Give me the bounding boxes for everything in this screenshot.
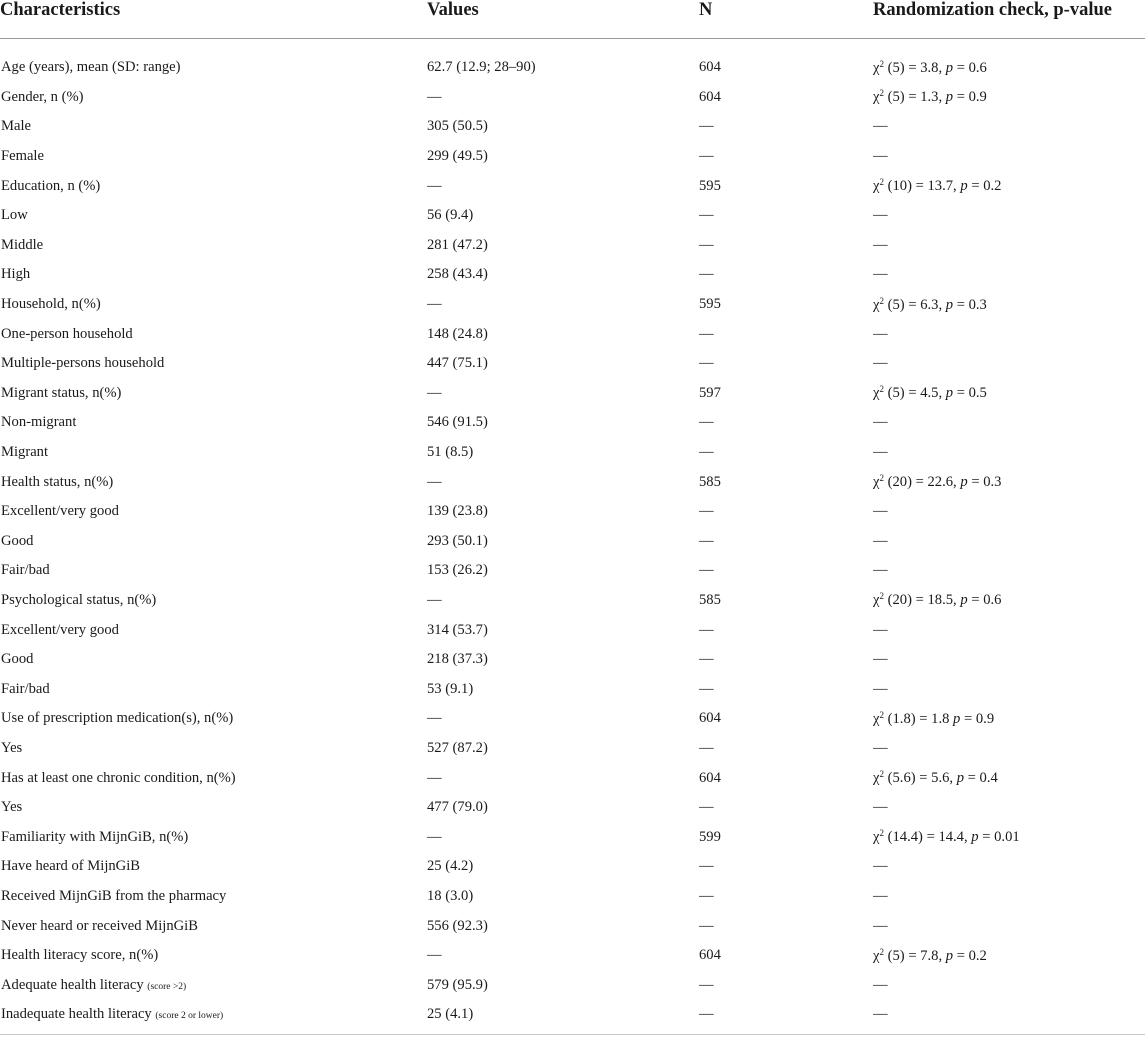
p-value: = 0.4 bbox=[967, 770, 998, 787]
cell-n: 585 bbox=[699, 473, 721, 490]
cell-randomization-check: — bbox=[873, 325, 888, 342]
cell-characteristic bbox=[0, 586, 427, 616]
table-body bbox=[0, 39, 1145, 1030]
table-row bbox=[0, 142, 1145, 172]
chi-symbol: χ bbox=[873, 947, 880, 964]
chi-superscript: 2 bbox=[879, 828, 884, 839]
cell-characteristic bbox=[0, 319, 427, 349]
cell-value: 305 (50.5) bbox=[427, 118, 488, 135]
cell-n: — bbox=[699, 118, 714, 135]
chi-statistic: = 1.8 bbox=[919, 710, 950, 727]
table-row bbox=[0, 201, 1145, 231]
cell-characteristic bbox=[0, 142, 427, 172]
chi-symbol: χ bbox=[873, 296, 880, 313]
cell-n: — bbox=[699, 739, 714, 756]
characteristic-label: Excellent/very good bbox=[1, 503, 119, 520]
cell-n: — bbox=[699, 799, 714, 816]
chi-statistic: = 14.4, bbox=[926, 829, 968, 846]
cell-n: — bbox=[699, 266, 714, 283]
cell-value: 53 (9.1) bbox=[427, 680, 474, 697]
characteristic-label: Female bbox=[1, 148, 44, 165]
chi-statistic: = 13.7, bbox=[915, 178, 957, 195]
cell-randomization-check: — bbox=[873, 355, 888, 372]
table-row bbox=[0, 645, 1145, 675]
cell-randomization-check bbox=[873, 586, 1145, 616]
p-symbol: p bbox=[956, 770, 964, 787]
characteristic-label: Education, n (%) bbox=[1, 177, 101, 194]
chi-statistic: = 6.3, bbox=[908, 296, 943, 313]
table-row bbox=[0, 497, 1145, 527]
characteristic-note: (score 2 or lower) bbox=[155, 1011, 224, 1022]
p-symbol: p bbox=[960, 178, 968, 195]
chi-df: (14.4) bbox=[887, 829, 923, 846]
table-row bbox=[0, 83, 1145, 113]
table-row bbox=[0, 349, 1145, 379]
cell-characteristic bbox=[0, 822, 427, 852]
cell-n: 599 bbox=[699, 828, 721, 845]
table-row bbox=[0, 615, 1145, 645]
cell-randomization-check bbox=[873, 467, 1145, 497]
chi-df: (10) bbox=[887, 178, 912, 195]
cell-randomization-check bbox=[873, 822, 1145, 852]
cell-characteristic bbox=[0, 734, 427, 764]
chi-superscript: 2 bbox=[879, 709, 884, 720]
cell-n: 585 bbox=[699, 591, 721, 608]
characteristic-label: Non-migrant bbox=[1, 414, 77, 431]
table-row bbox=[0, 734, 1145, 764]
cell-value: — bbox=[427, 769, 442, 786]
cell-n: 597 bbox=[699, 384, 721, 401]
p-symbol: p bbox=[960, 474, 968, 491]
chi-superscript: 2 bbox=[879, 58, 884, 69]
characteristic-label: Fair/bad bbox=[1, 562, 50, 579]
chi-superscript: 2 bbox=[879, 88, 884, 99]
p-symbol: p bbox=[945, 296, 954, 313]
table-row bbox=[0, 970, 1145, 1000]
cell-characteristic bbox=[0, 763, 427, 793]
table-row bbox=[0, 112, 1145, 142]
p-value: = 0.9 bbox=[956, 89, 987, 106]
characteristic-label: Never heard or received MijnGiB bbox=[1, 917, 198, 934]
header-n: N bbox=[699, 0, 873, 39]
header-characteristics: Characteristics bbox=[0, 0, 427, 39]
cell-n: 604 bbox=[699, 769, 721, 786]
p-symbol: p bbox=[945, 89, 954, 106]
cell-characteristic bbox=[0, 941, 427, 971]
cell-characteristic bbox=[0, 39, 427, 83]
p-value: = 0.3 bbox=[971, 474, 1002, 491]
cell-randomization-check: — bbox=[873, 976, 888, 993]
cell-value: 148 (24.8) bbox=[427, 325, 488, 342]
chi-symbol: χ bbox=[873, 89, 880, 106]
p-symbol: p bbox=[953, 710, 961, 727]
table-row bbox=[0, 556, 1145, 586]
cell-characteristic bbox=[0, 408, 427, 438]
cell-n: — bbox=[699, 562, 714, 579]
cell-value: 139 (23.8) bbox=[427, 503, 488, 520]
cell-value: — bbox=[427, 947, 442, 964]
cell-value: — bbox=[427, 177, 442, 194]
chi-df: (5) bbox=[887, 947, 905, 964]
cell-randomization-check bbox=[873, 379, 1145, 409]
p-symbol: p bbox=[945, 59, 954, 76]
cell-value: 447 (75.1) bbox=[427, 355, 488, 372]
table-row bbox=[0, 319, 1145, 349]
cell-n: 604 bbox=[699, 947, 721, 964]
chi-superscript: 2 bbox=[879, 591, 884, 602]
characteristic-label: Good bbox=[1, 651, 34, 668]
cell-characteristic bbox=[0, 674, 427, 704]
characteristic-label: One-person household bbox=[1, 325, 133, 342]
cell-randomization-check: — bbox=[873, 562, 888, 579]
table-row bbox=[0, 171, 1145, 201]
cell-characteristic bbox=[0, 260, 427, 290]
cell-randomization-check: — bbox=[873, 739, 888, 756]
cell-value: — bbox=[427, 828, 442, 845]
chi-df: (20) bbox=[887, 474, 912, 491]
characteristic-label: Low bbox=[1, 207, 28, 224]
cell-n: 595 bbox=[699, 177, 721, 194]
p-symbol: p bbox=[945, 385, 954, 402]
table-row bbox=[0, 260, 1145, 290]
p-symbol: p bbox=[960, 592, 968, 609]
cell-characteristic bbox=[0, 83, 427, 113]
characteristic-label: Have heard of MijnGiB bbox=[1, 858, 141, 875]
cell-randomization-check: — bbox=[873, 651, 888, 668]
chi-superscript: 2 bbox=[879, 295, 884, 306]
chi-symbol: χ bbox=[873, 178, 880, 195]
cell-characteristic bbox=[0, 497, 427, 527]
characteristic-label: Male bbox=[1, 118, 31, 135]
p-symbol: p bbox=[971, 829, 979, 846]
cell-n: — bbox=[699, 1006, 714, 1023]
p-value: = 0.3 bbox=[956, 296, 987, 313]
cell-characteristic bbox=[0, 379, 427, 409]
table-row bbox=[0, 290, 1145, 320]
chi-superscript: 2 bbox=[879, 769, 884, 780]
cell-characteristic bbox=[0, 438, 427, 468]
characteristic-label: Health status, n(%) bbox=[1, 473, 114, 490]
characteristic-label: Received MijnGiB from the pharmacy bbox=[1, 887, 227, 904]
cell-randomization-check: — bbox=[873, 858, 888, 875]
cell-characteristic bbox=[0, 467, 427, 497]
chi-symbol: χ bbox=[873, 474, 880, 491]
table-row bbox=[0, 911, 1145, 941]
chi-superscript: 2 bbox=[879, 473, 884, 484]
characteristic-label: Good bbox=[1, 532, 34, 549]
p-symbol: p bbox=[945, 947, 954, 964]
cell-characteristic bbox=[0, 231, 427, 261]
chi-superscript: 2 bbox=[879, 946, 884, 957]
cell-n: — bbox=[699, 651, 714, 668]
cell-n: — bbox=[699, 976, 714, 993]
cell-value: — bbox=[427, 88, 442, 105]
cell-value: 25 (4.1) bbox=[427, 1006, 474, 1023]
table-row bbox=[0, 882, 1145, 912]
chi-symbol: χ bbox=[873, 385, 880, 402]
cell-value: 299 (49.5) bbox=[427, 148, 488, 165]
characteristic-label: Adequate health literacy bbox=[1, 976, 144, 993]
characteristic-label: Yes bbox=[1, 799, 23, 816]
cell-n: — bbox=[699, 444, 714, 461]
cell-value: 62.7 (12.9; 28–90) bbox=[427, 59, 536, 76]
cell-value: 556 (92.3) bbox=[427, 917, 488, 934]
chi-symbol: χ bbox=[873, 59, 880, 76]
p-value: = 0.2 bbox=[971, 178, 1002, 195]
chi-df: (5.6) bbox=[887, 770, 916, 787]
cell-characteristic bbox=[0, 556, 427, 586]
characteristic-label: High bbox=[1, 266, 31, 283]
chi-df: (5) bbox=[887, 89, 905, 106]
chi-statistic: = 1.3, bbox=[908, 89, 943, 106]
cell-value: 25 (4.2) bbox=[427, 858, 474, 875]
cell-characteristic bbox=[0, 793, 427, 823]
chi-statistic: = 3.8, bbox=[908, 59, 943, 76]
table-row bbox=[0, 852, 1145, 882]
cell-n: — bbox=[699, 532, 714, 549]
cell-value: — bbox=[427, 473, 442, 490]
chi-statistic: = 4.5, bbox=[908, 385, 943, 402]
cell-randomization-check bbox=[873, 941, 1145, 971]
cell-characteristic bbox=[0, 112, 427, 142]
cell-characteristic bbox=[0, 615, 427, 645]
cell-value: 258 (43.4) bbox=[427, 266, 488, 283]
table-row bbox=[0, 704, 1145, 734]
characteristic-label: Psychological status, n(%) bbox=[1, 591, 157, 608]
characteristic-label: Has at least one chronic condition, n(%) bbox=[1, 769, 236, 786]
table-row bbox=[0, 408, 1145, 438]
chi-df: (1.8) bbox=[887, 710, 916, 727]
table-row bbox=[0, 467, 1145, 497]
table-row bbox=[0, 438, 1145, 468]
chi-statistic: = 22.6, bbox=[915, 474, 957, 491]
cell-randomization-check bbox=[873, 290, 1145, 320]
characteristic-label: Gender, n (%) bbox=[1, 88, 84, 105]
table-row bbox=[0, 1000, 1145, 1030]
cell-n: 595 bbox=[699, 296, 721, 313]
cell-n: 604 bbox=[699, 88, 721, 105]
cell-value: — bbox=[427, 296, 442, 313]
cell-randomization-check bbox=[873, 39, 1145, 83]
cell-value: 527 (87.2) bbox=[427, 739, 488, 756]
cell-randomization-check: — bbox=[873, 148, 888, 165]
table-row bbox=[0, 763, 1145, 793]
characteristic-label: Inadequate health literacy bbox=[1, 1006, 152, 1023]
p-value: = 0.6 bbox=[956, 59, 987, 76]
p-value: = 0.9 bbox=[964, 710, 995, 727]
cell-randomization-check: — bbox=[873, 621, 888, 638]
cell-randomization-check: — bbox=[873, 414, 888, 431]
characteristic-label: Age (years), mean (SD: range) bbox=[1, 59, 181, 76]
cell-n: — bbox=[699, 355, 714, 372]
cell-value: 579 (95.9) bbox=[427, 976, 488, 993]
cell-randomization-check: — bbox=[873, 532, 888, 549]
chi-symbol: χ bbox=[873, 592, 880, 609]
table-row bbox=[0, 674, 1145, 704]
table-row bbox=[0, 822, 1145, 852]
cell-randomization-check: — bbox=[873, 917, 888, 934]
cell-value: 56 (9.4) bbox=[427, 207, 474, 224]
chi-df: (20) bbox=[887, 592, 912, 609]
cell-characteristic bbox=[0, 1000, 427, 1030]
table-row bbox=[0, 586, 1145, 616]
chi-df: (5) bbox=[887, 296, 905, 313]
cell-characteristic bbox=[0, 527, 427, 557]
header-values: Values bbox=[427, 0, 699, 39]
cell-randomization-check: — bbox=[873, 799, 888, 816]
cell-value: 218 (37.3) bbox=[427, 651, 488, 668]
characteristic-note: (score >2) bbox=[147, 981, 187, 992]
chi-superscript: 2 bbox=[879, 177, 884, 188]
cell-value: 314 (53.7) bbox=[427, 621, 488, 638]
cell-randomization-check: — bbox=[873, 266, 888, 283]
cell-value: — bbox=[427, 384, 442, 401]
characteristic-label: Multiple-persons household bbox=[1, 355, 165, 372]
characteristic-label: Familiarity with MijnGiB, n(%) bbox=[1, 828, 189, 845]
p-value: = 0.6 bbox=[971, 592, 1002, 609]
cell-n: — bbox=[699, 917, 714, 934]
chi-symbol: χ bbox=[873, 770, 880, 787]
cell-value: 281 (47.2) bbox=[427, 236, 488, 253]
chi-statistic: = 7.8, bbox=[908, 947, 943, 964]
cell-characteristic bbox=[0, 171, 427, 201]
cell-randomization-check bbox=[873, 763, 1145, 793]
cell-n: — bbox=[699, 858, 714, 875]
cell-randomization-check: — bbox=[873, 207, 888, 224]
chi-statistic: = 18.5, bbox=[915, 592, 957, 609]
table-row bbox=[0, 379, 1145, 409]
cell-randomization-check: — bbox=[873, 444, 888, 461]
cell-randomization-check: — bbox=[873, 118, 888, 135]
cell-value: — bbox=[427, 710, 442, 727]
p-value: = 0.2 bbox=[956, 947, 987, 964]
cell-n: — bbox=[699, 414, 714, 431]
characteristic-label: Migrant bbox=[1, 444, 49, 461]
cell-value: 153 (26.2) bbox=[427, 562, 488, 579]
cell-n: — bbox=[699, 325, 714, 342]
cell-n: — bbox=[699, 621, 714, 638]
chi-superscript: 2 bbox=[879, 384, 884, 395]
cell-characteristic bbox=[0, 645, 427, 675]
cell-characteristic bbox=[0, 970, 427, 1000]
cell-characteristic bbox=[0, 882, 427, 912]
cell-value: 546 (91.5) bbox=[427, 414, 488, 431]
characteristic-label: Excellent/very good bbox=[1, 621, 119, 638]
cell-randomization-check: — bbox=[873, 1006, 888, 1023]
chi-symbol: χ bbox=[873, 710, 880, 727]
cell-characteristic bbox=[0, 201, 427, 231]
cell-value: 477 (79.0) bbox=[427, 799, 488, 816]
cell-characteristic bbox=[0, 911, 427, 941]
cell-n: — bbox=[699, 148, 714, 165]
characteristic-label: Health literacy score, n(%) bbox=[1, 947, 159, 964]
cell-n: — bbox=[699, 503, 714, 520]
cell-value: 51 (8.5) bbox=[427, 444, 474, 461]
cell-randomization-check: — bbox=[873, 236, 888, 253]
cell-n: — bbox=[699, 680, 714, 697]
cell-characteristic bbox=[0, 704, 427, 734]
table-row bbox=[0, 527, 1145, 557]
characteristic-label: Household, n(%) bbox=[1, 296, 101, 313]
characteristic-label: Migrant status, n(%) bbox=[1, 384, 122, 401]
header-row bbox=[0, 0, 1145, 39]
cell-randomization-check: — bbox=[873, 887, 888, 904]
chi-df: (5) bbox=[887, 385, 905, 402]
cell-randomization-check: — bbox=[873, 503, 888, 520]
cell-randomization-check: — bbox=[873, 680, 888, 697]
chi-statistic: = 5.6, bbox=[919, 770, 954, 787]
cell-n: 604 bbox=[699, 710, 721, 727]
cell-n: — bbox=[699, 236, 714, 253]
table-header bbox=[0, 0, 1145, 39]
chi-symbol: χ bbox=[873, 829, 880, 846]
cell-characteristic bbox=[0, 852, 427, 882]
characteristic-label: Use of prescription medication(s), n(%) bbox=[1, 710, 234, 727]
bottom-rule bbox=[0, 1034, 1145, 1035]
table-row bbox=[0, 231, 1145, 261]
chi-df: (5) bbox=[887, 59, 905, 76]
p-value: = 0.5 bbox=[956, 385, 987, 402]
table-row bbox=[0, 39, 1145, 83]
cell-randomization-check bbox=[873, 83, 1145, 113]
characteristic-label: Yes bbox=[1, 739, 23, 756]
p-value: = 0.01 bbox=[982, 829, 1020, 846]
cell-n: — bbox=[699, 887, 714, 904]
cell-n: — bbox=[699, 207, 714, 224]
table-row bbox=[0, 793, 1145, 823]
characteristic-label: Fair/bad bbox=[1, 680, 50, 697]
cell-n: 604 bbox=[699, 59, 721, 76]
cell-randomization-check bbox=[873, 704, 1145, 734]
cell-value: — bbox=[427, 591, 442, 608]
header-randomization-check: Randomization check, p-value bbox=[873, 0, 1145, 39]
cell-value: 293 (50.1) bbox=[427, 532, 488, 549]
cell-value: 18 (3.0) bbox=[427, 887, 474, 904]
cell-characteristic bbox=[0, 349, 427, 379]
cell-characteristic bbox=[0, 290, 427, 320]
table-row bbox=[0, 941, 1145, 971]
cell-randomization-check bbox=[873, 171, 1145, 201]
characteristic-label: Middle bbox=[1, 236, 44, 253]
